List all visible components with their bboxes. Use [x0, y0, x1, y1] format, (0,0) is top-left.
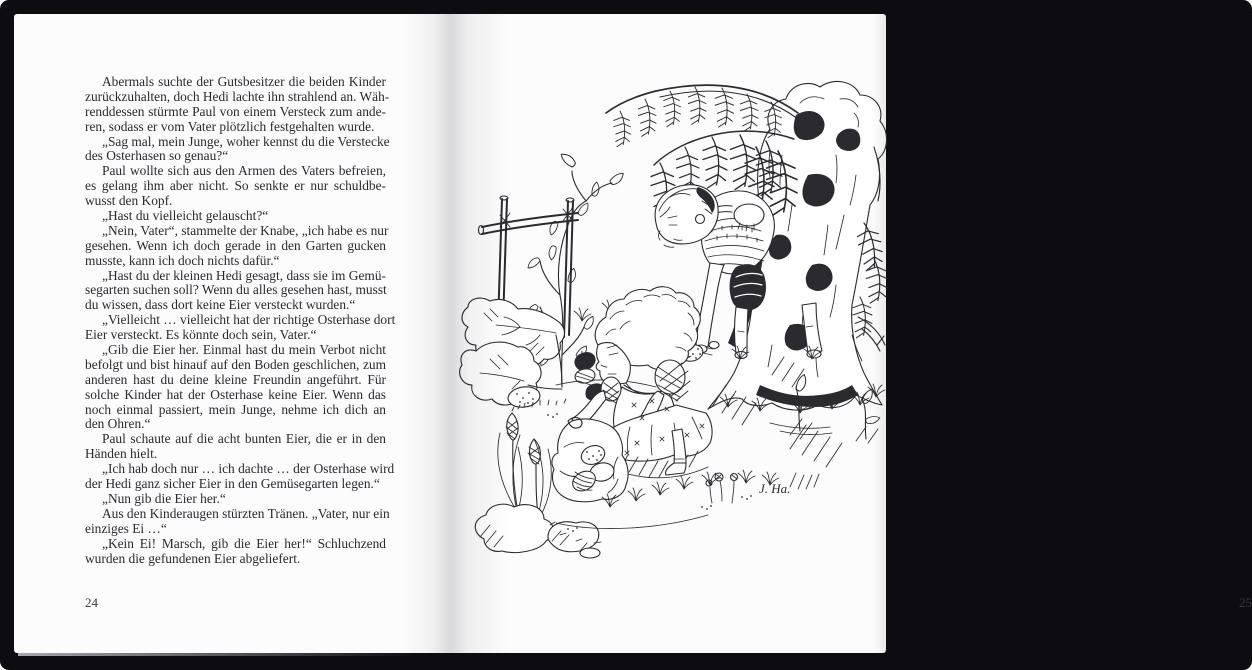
text-line: du wissen, dass dort keine Eier versteckt wurden.“ — [85, 297, 356, 313]
text-line: des Osterhasen so genau?“ — [85, 148, 229, 164]
text-line: wurden die gefundenen Eier abgeliefert. — [85, 550, 301, 566]
text-line: einziges Ei …“ — [85, 520, 167, 536]
garden-trellis-plants — [460, 152, 624, 418]
text-line: „Hast du der kleinen Hedi gesagt, dass sie im Gemü- — [102, 267, 386, 283]
text-line: segarten suchen soll? Wenn du alles gesehen hast, musst — [85, 282, 387, 298]
illustration-container — [460, 55, 886, 581]
text-line: „Hast du vielleicht gelauscht?“ — [102, 208, 269, 224]
story-text — [85, 74, 396, 566]
text-line: der Hedi ganz sicher Eier in den Gemüsegarten legen.“ — [85, 476, 380, 492]
text-line: „Vielleicht … vielleicht hat der richtige Osterhase dort — [102, 312, 396, 328]
page-number-left: 24 — [85, 595, 98, 610]
text-line: zurückzuhalten, doch Hedi lachte ihn strahlend an. Wäh- — [85, 88, 390, 104]
text-line: „Gib die Eier her. Einmal hast du mein Verbot nicht — [102, 342, 386, 358]
text-line: „Ich hab doch nur … ich dachte … der Osterhase wird — [102, 461, 395, 477]
text-line: renddessen stürmte Paul von einem Versteck zum ande- — [85, 103, 386, 119]
text-line: Paul schaute auf die acht bunten Eier, die er in den — [102, 431, 386, 447]
text-line: „Nun gib die Eier her.“ — [102, 490, 226, 506]
text-line: es gelang ihm aber nicht. So senkte er nur schuldbe- — [85, 178, 386, 194]
text-line: „Kein Ei! Marsch, gib die Eier her!“ Schluchzend — [102, 535, 386, 551]
text-line: „Nein, Vater“, stammelte der Knabe, „ich habe es nur — [102, 222, 389, 238]
text-line: ren, sodass er vom Vater plötzlich festgehalten wurde. — [85, 118, 375, 134]
text-line: „Sag mal, mein Junge, woher kennst du die Verstecke — [102, 133, 390, 149]
text-line: den Ohren.“ — [85, 416, 151, 432]
text-line: wusst den Kopf. — [85, 193, 173, 209]
page-left — [14, 14, 450, 653]
text-line: anderen hast du deine kleine Freundin angeführt. Für — [85, 371, 386, 387]
page-stack-edge — [18, 653, 418, 656]
text-line: Abermals suchte der Gutsbesitzer die beiden Kinder — [102, 74, 386, 89]
text-line: Paul wollte sich aus den Armen des Vaters befreien, — [102, 163, 386, 179]
girl-figure — [552, 287, 712, 502]
text-line: Eier versteckt. Es könnte doch sein, Vater.“ — [85, 327, 317, 343]
text-line: musste, kann ich doch nichts dafür.“ — [85, 252, 280, 268]
text-line: befolgt und bist hinauf auf den Boden geschlichen, zum — [85, 356, 386, 372]
text-line: gesehen. Wenn ich doch gerade in den Garten gucken — [85, 237, 386, 253]
text-line: Aus den Kinderaugen stürzten Tränen. „Vater, nur ein — [102, 505, 390, 521]
text-line: Händen hielt. — [85, 446, 158, 462]
text-line: noch einmal passiert, mein Junge, nehme ich dich an — [85, 401, 386, 417]
artist-signature: J. Ha. — [759, 481, 791, 496]
book-spread — [14, 14, 1252, 653]
illustration — [460, 55, 886, 581]
text-line: solche Kinder hat der Osterhase keine Eier. Wenn das — [85, 386, 386, 402]
page-number-right: 25 — [1239, 595, 1252, 610]
